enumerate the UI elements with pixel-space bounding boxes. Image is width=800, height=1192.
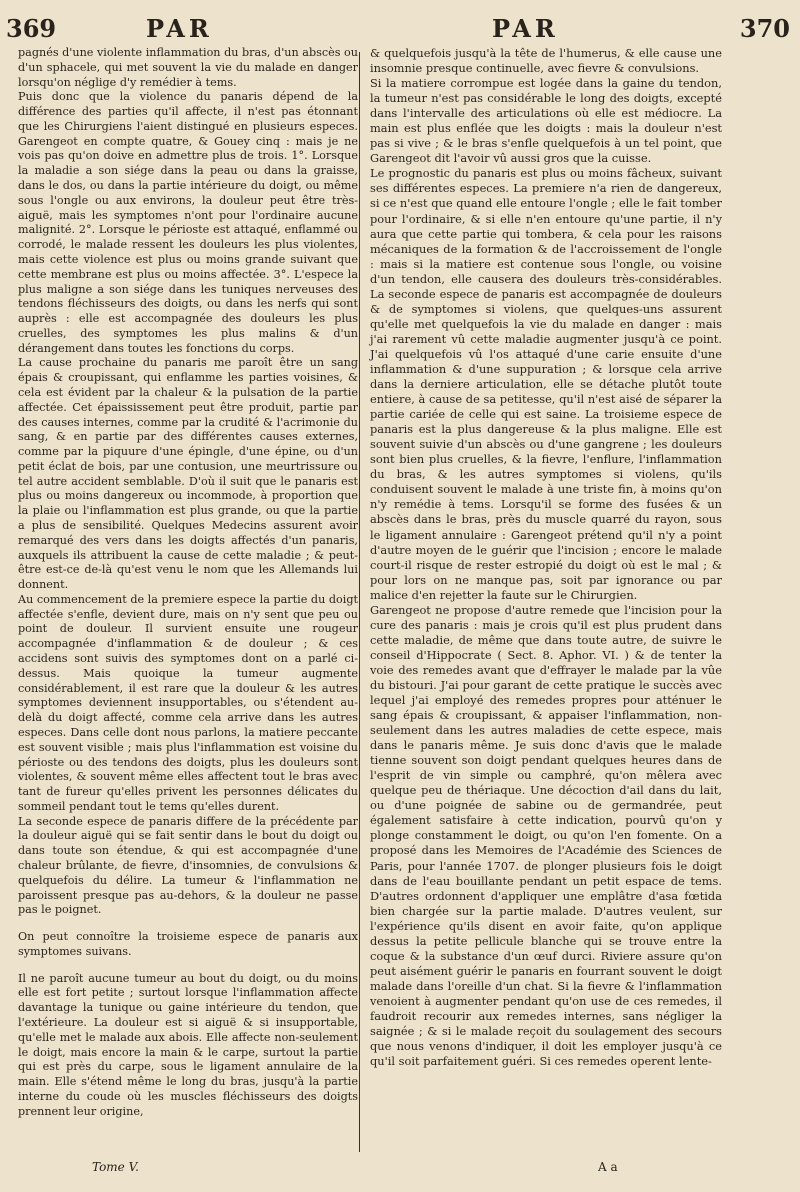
signature-mark: A a <box>598 1160 618 1174</box>
paragraph: & quelquefois jusqu'à la tête de l'humerus, & elle cause une insomnie presque continuelle, avec fievre & convulsions. <box>370 46 722 76</box>
page-footer <box>0 1160 800 1182</box>
column-divider <box>359 52 360 1152</box>
paragraph: Si la matiere corrompue est logée dans la gaine du tendon, la tumeur n'est pas considérable le long des doigts, excepté dans l'intervalle des articulations où elle est médiocre. La main est plus enflée que les doigts : mais la douleur n'est pas si vive ; & le bras s'enfle quelquefois à un tel point, que Garengeot dit l'avoir vû aussi gros que la cuisse. <box>370 76 722 166</box>
paragraph: Au commencement de la premiere espece la partie du doigt affectée s'enfle, devient dure, mais on n'y sent que peu ou point de douleur. Il survient ensuite une rougeur accompagnée d'inflammation & de douleur ; & ces accidens sont suivis des symptomes dont on a parlé ci-dessus. Mais quoique la tumeur augmente considérablement, il est rare que la douleur & les autres symptomes deviennent insupportables, ou s'étendent au-delà du doigt affecté, comme cela arrive dans les autres especes. Dans celle dont nous parlons, la matiere peccante est souvent visible ; mais plus l'inflammation est voisine du périoste ou des tendons des doigts, plus les douleurs sont violentes, & souvent même elles affectent tout le bras avec tant de fureur qu'elles privent les personnes délicates du sommeil pendant tout le tems qu'elles durent. <box>18 592 358 813</box>
paragraph: Garengeot ne propose d'autre remede que l'incision pour la cure des panaris : mais je crois qu'il est plus prudent dans cette maladie, de même que dans toute autre, de suivre le conseil d'Hippocrate ( Sect. 8. Aphor. VI. ) & de tenter la voie des remedes avant que d'effrayer le malade par la vûe du bistouri. J'ai pour garant de cette pratique le succès avec lequel j'ai employé des remedes propres pour atténuer le sang épais & croupissant, & appaiser l'inflammation, non-seulement dans les autres maladies de cette espece, mais dans le panaris même. Je suis donc d'avis que le malade tienne souvent son doigt pendant quelques heures dans de l'esprit de vin simple ou camphré, qu'on mêlera avec quelque peu de thériaque. Une décoction d'ail dans du lait, ou d'une poignée de sabine ou de germandrée, peut également satisfaire à cette indication, pourvû qu'on y plonge constamment le doigt, ou qu'on l'en fomente. On a proposé dans les Memoires de l'Académie des Sciences de Paris, pour l'année 1707. de plonger plusieurs fois le doigt dans de l'eau bouillante pendant un petit espace de tems. D'autres ordonnent d'appliquer une emplâtre d'asa fœtida bien chargée sur la partie malade. D'autres veulent, sur l'expérience qu'ils disent en avoir faite, qu'on applique dessus la petite pellicule blanche qui se trouve entre la coque & la substance d'un œuf durci. Riviere assure qu'on peut aisément guérir le panaris en fourrant souvent le doigt malade dans l'oreille d'un chat. Si la fievre & l'inflammation venoient à augmenter pendant qu'on use de ces remedes, il faudroit recourir aux remedes internes, sans négliger la saignée ; & si le malade reçoit du soulagement des secours que nous venons d'indiquer, il doit les employer jusqu'à ce qu'il soit parfaitement guéri. Si ces remedes operent lente- <box>370 602 722 1069</box>
volume-label: Tome V. <box>92 1160 139 1174</box>
left-column <box>18 46 358 1119</box>
left-running-head: PAR <box>146 14 213 43</box>
left-page-number: 369 <box>6 14 57 43</box>
paragraph: pagnés d'une violente inflammation du bras, d'un abscès ou d'un sphacele, qui met souvent la vie du malade en danger lorsqu'on néglige d'y remédier à tems. <box>18 46 358 89</box>
paragraph: Puis donc que la violence du panaris dépend de la différence des parties qu'il affecte, il n'est pas étonnant que les Chirurgiens l'aient distingué en plusieurs especes. Garengeot en compte quatre, & Gouey cinq : mais je ne vois pas qu'on doive en admettre plus de trois. 1°. Lorsque la maladie a son siége dans la peau ou dans la graisse, dans le dos, ou dans la partie intérieure du doigt, ou même sous l'ongle ou aux environs, la douleur peut être très-aiguë, mais les symptomes n'ont pour l'ordinaire aucune malignité. 2°. Lorsque le périoste est attaqué, enflammé ou corrodé, le malade ressent les douleurs les plus violentes, mais cette violence est plus ou moins grande suivant que cette membrane est plus ou moins affectée. 3°. L'espece la plus maligne a son siége dans les tuniques nerveuses des tendons fléchisseurs des doigts, ou dans les nerfs qui sont auprès : elle est accompagnée des douleurs les plus cruelles, des symptomes les plus malins & d'un dérangement dans toutes les fonctions du corps. <box>18 90 358 355</box>
paragraph: Le prognostic du panaris est plus ou moins fâcheux, suivant ses différentes especes. La premiere n'a rien de dangereux, si ce n'est que quand elle entoure l'ongle ; elle le fait tomber pour l'ordinaire, & si elle n'en entoure qu'une partie, il n'y aura que cette partie qui tombera, & cela pour les raisons mécaniques de la formation & de l'accroissement de l'ongle : mais si la matiere est contenue sous l'ongle, ou voisine d'un tendon, elle causera des douleurs très-considérables. La seconde espece de panaris est accompagnée de douleurs & de symptomes si violens, que quelques-uns assurent qu'elle met quelquefois la vie du malade en danger : mais j'ai rarement vû cette maladie augmenter jusqu'à ce point. J'ai quelquefois vû l'os attaqué d'une carie ensuite d'une inflammation & d'une suppuration ; & lorsque cela arrive dans la derniere articulation, elle se détache plutôt toute entiere, à cause de sa petitesse, qu'il n'est aisé de séparer la partie cariée de celle qui est saine. La troisieme espece de panaris est la plus dangereuse & la plus maligne. Elle est souvent suivie d'un abscès ou d'une gangrene ; les douleurs sont bien plus cruelles, & la fievre, l'enflure, l'inflammation du bras, & les autres symptomes si violens, qu'ils conduisent souvent le malade à une triste fin, à moins qu'on n'y remédie à tems. Lorsqu'il se forme des fusées & un abscès dans le bras, près du muscle quarré du rayon, sous le ligament annulaire : Garengeot prétend qu'il n'y a point d'autre moyen de le guérir que l'incision ; encore le malade court-il risque de rester estropié du doigt où est le mal ; & pour lors on ne manque pas, soit par ignorance ou par malice d'en rejetter la faute sur le Chirurgien. <box>370 166 722 602</box>
paragraph: La cause prochaine du panaris me paroît être un sang épais & croupissant, qui enflamme les parties voisines, & cela est évident par la chaleur & la pulsation de la partie affectée. Cet épaississement peut être produit, partie par des causes internes, comme par la crudité & l'acrimonie du sang, & en partie par des différentes causes externes, comme par la piquure d'une épingle, d'une épine, ou d'un petit éclat de bois, par une contusion, une meurtrissure ou tel autre accident semblable. D'où il suit que le panaris est plus ou moins dangereux ou incommode, à proportion que la plaie ou l'inflammation est plus grande, ou que la partie a plus de sensibilité. Quelques Medecins assurent avoir remarqué des vers dans les doigts affectés d'un panaris, auxquels ils attribuent la cause de cette maladie ; & peut-être est-ce de-là qu'est venu le nom que les Allemands lui donnent. <box>18 356 358 592</box>
right-page-number: 370 <box>739 14 790 43</box>
paragraph: On peut connoître la troisieme espece de panaris aux symptomes suivans. <box>18 930 358 958</box>
paragraph: Il ne paroît aucune tumeur au bout du doigt, ou du moins elle est fort petite ; surtout lorsque l'inflammation affecte davantage la tunique ou gaine intérieure du tendon, que l'extérieure. La douleur est si aiguë & si insupportable, qu'elle met le malade aux abois. Elle affecte non-seulement le doigt, mais encore la main & le carpe, surtout la partie qui est près du carpe, sous le ligament annulaire de la main. Elle s'étend même le long du bras, jusqu'à la partie interne du coude où les muscles fléchisseurs des doigts prennent leur origine, <box>18 971 358 1118</box>
right-column <box>370 46 722 1069</box>
running-header <box>0 12 800 48</box>
paragraph: La seconde espece de panaris differe de la précédente par la douleur aiguë qui se fait sentir dans le bout du doigt ou dans toute son étendue, & qui est accompagnée d'une chaleur brûlante, de fievre, d'insomnies, de convulsions & quelquefois du délire. La tumeur & l'inflammation ne paroissent presque pas au-dehors, & la douleur ne passe pas le poignet. <box>18 814 358 917</box>
right-running-head: PAR <box>492 14 559 43</box>
